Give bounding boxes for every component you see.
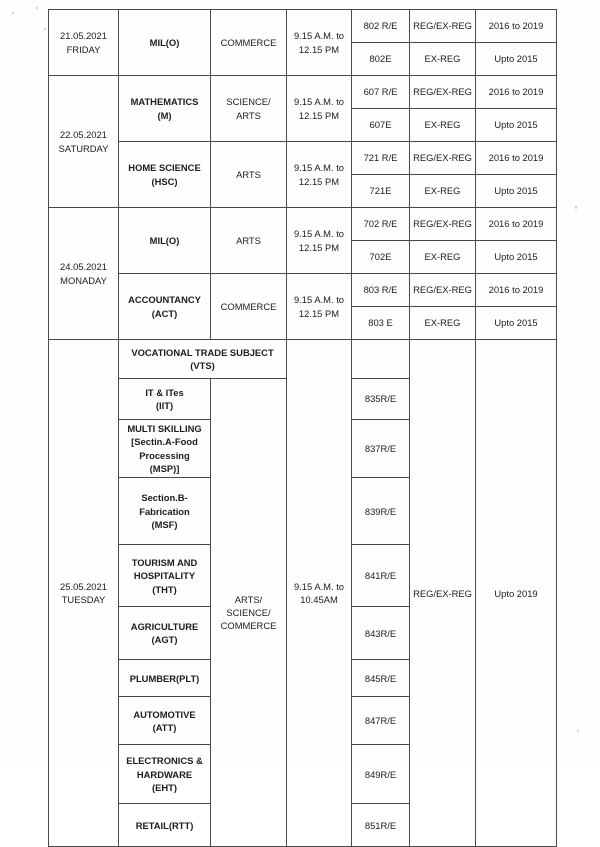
subject-cell: MIL(O): [119, 10, 211, 76]
roll-code-cell: 802 R/E: [352, 10, 410, 43]
year-range-cell: 2016 to 2019: [476, 76, 557, 109]
scan-speck: [12, 12, 14, 14]
vocational-trade-cell: TOURISM AND HOSPITALITY (THT): [119, 545, 211, 607]
category-cell: EX-REG: [410, 241, 476, 274]
stream-cell: COMMERCE: [211, 10, 287, 76]
exam-time-cell: 9.15 A.M. to 12.15 PM: [287, 142, 352, 208]
roll-code-cell: 837R/E: [352, 420, 410, 478]
table-row: [49, 142, 557, 175]
vocational-trade-cell: AGRICULTURE (AGT): [119, 607, 211, 660]
year-range-cell: 2016 to 2019: [476, 274, 557, 307]
vocational-header-cell: VOCATIONAL TRADE SUBJECT (VTS): [119, 340, 287, 379]
roll-code-cell: 841R/E: [352, 545, 410, 607]
exam-time-cell: 9.15 A.M. to 12.15 PM: [287, 76, 352, 142]
stream-cell: COMMERCE: [211, 274, 287, 340]
stream-cell: ARTS/ SCIENCE/ COMMERCE: [211, 379, 287, 847]
roll-code-cell: 851R/E: [352, 804, 410, 847]
category-cell: EX-REG: [410, 43, 476, 76]
roll-code-cell: 803 E: [352, 307, 410, 340]
year-range-cell: 2016 to 2019: [476, 142, 557, 175]
roll-code-cell: 721 R/E: [352, 142, 410, 175]
roll-code-cell: 607 R/E: [352, 76, 410, 109]
roll-code-cell: 702E: [352, 241, 410, 274]
exam-timetable: [48, 9, 557, 847]
year-range-cell: Upto 2015: [476, 241, 557, 274]
vocational-trade-cell: Section.B- Fabrication (MSF): [119, 478, 211, 545]
table-row: [49, 274, 557, 307]
year-range-cell: Upto 2015: [476, 109, 557, 142]
vocational-trade-cell: AUTOMOTIVE (ATT): [119, 697, 211, 745]
exam-date-cell: 22.05.2021 SATURDAY: [49, 76, 119, 208]
year-range-cell: 2016 to 2019: [476, 10, 557, 43]
table-row: [49, 10, 557, 43]
exam-date-cell: 21.05.2021 FRIDAY: [49, 10, 119, 76]
subject-cell: ACCOUNTANCY (ACT): [119, 274, 211, 340]
exam-date-cell: 25.05.2021 TUESDAY: [49, 340, 119, 847]
roll-code-cell: 721E: [352, 175, 410, 208]
vocational-trade-cell: PLUMBER(PLT): [119, 660, 211, 697]
scan-speck: [577, 730, 579, 732]
table-row: [49, 208, 557, 241]
exam-time-cell: 9.15 A.M. to 12.15 PM: [287, 10, 352, 76]
stream-cell: SCIENCE/ ARTS: [211, 76, 287, 142]
vocational-trade-cell: RETAIL(RTT): [119, 804, 211, 847]
roll-code-cell: 803 R/E: [352, 274, 410, 307]
scan-speck: [36, 7, 38, 9]
scan-speck: [575, 206, 577, 209]
roll-code-cell: 839R/E: [352, 478, 410, 545]
exam-date-cell: 24.05.2021 MONADAY: [49, 208, 119, 340]
table-row: [49, 76, 557, 109]
roll-code-cell: 847R/E: [352, 697, 410, 745]
roll-code-cell: 845R/E: [352, 660, 410, 697]
stream-cell: ARTS: [211, 142, 287, 208]
vocational-trade-cell: IT & ITes (IIT): [119, 379, 211, 420]
stream-cell: ARTS: [211, 208, 287, 274]
year-range-cell: Upto 2015: [476, 175, 557, 208]
year-range-cell: Upto 2015: [476, 307, 557, 340]
year-range-cell: Upto 2019: [476, 340, 557, 847]
scan-speck: [44, 28, 46, 30]
category-cell: REG/EX-REG: [410, 274, 476, 307]
category-cell: REG/EX-REG: [410, 76, 476, 109]
category-cell: EX-REG: [410, 175, 476, 208]
category-cell: REG/EX-REG: [410, 142, 476, 175]
table-row: [49, 340, 557, 379]
year-range-cell: 2016 to 2019: [476, 208, 557, 241]
category-cell: EX-REG: [410, 307, 476, 340]
category-cell: REG/EX-REG: [410, 340, 476, 847]
subject-cell: MATHEMATICS (M): [119, 76, 211, 142]
roll-code-cell: 607E: [352, 109, 410, 142]
vocational-trade-cell: MULTI SKILLING [Sectin.A-Food Processing (MSP)]: [119, 420, 211, 478]
category-cell: REG/EX-REG: [410, 208, 476, 241]
vocational-trade-cell: ELECTRONICS & HARDWARE (EHT): [119, 745, 211, 804]
roll-code-cell: 802E: [352, 43, 410, 76]
exam-time-cell: 9.15 A.M. to 12.15 PM: [287, 208, 352, 274]
year-range-cell: Upto 2015: [476, 43, 557, 76]
exam-time-cell: 9.15 A.M. to 12.15 PM: [287, 274, 352, 340]
roll-code-cell: 849R/E: [352, 745, 410, 804]
roll-code-cell: 702 R/E: [352, 208, 410, 241]
category-cell: EX-REG: [410, 109, 476, 142]
roll-code-cell: 843R/E: [352, 607, 410, 660]
category-cell: REG/EX-REG: [410, 10, 476, 43]
subject-cell: HOME SCIENCE (HSC): [119, 142, 211, 208]
subject-cell: MIL(O): [119, 208, 211, 274]
roll-code-cell: [352, 340, 410, 379]
exam-time-cell: 9.15 A.M. to 10.45AM: [287, 340, 352, 847]
roll-code-cell: 835R/E: [352, 379, 410, 420]
